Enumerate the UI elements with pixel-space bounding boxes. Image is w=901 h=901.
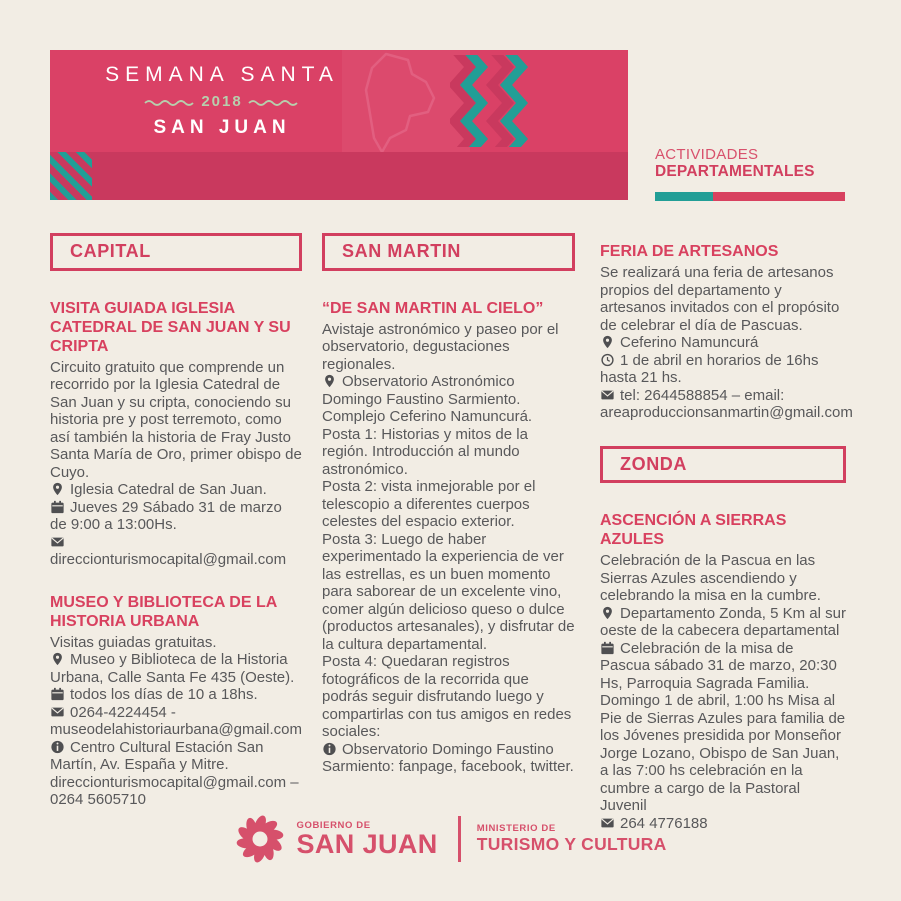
footer bbox=[0, 813, 901, 865]
event-title: MUSEO Y BIBLIOTECA DE LA HISTORIA URBANA bbox=[50, 593, 277, 630]
event-title: VISITA GUIADA IGLESIA CATEDRAL DE SAN JUAN Y SU CRIPTA bbox=[50, 299, 291, 355]
banner-lower-strip bbox=[50, 152, 628, 200]
wave-left-icon bbox=[144, 98, 196, 106]
banner-title: SEMANA SANTA bbox=[105, 63, 339, 86]
calendar-icon bbox=[50, 500, 65, 514]
event-description: Avistaje astronómico y paseo por el observatorio, degustaciones regionales. bbox=[322, 320, 559, 373]
event-title: “DE SAN MARTIN AL CIELO” bbox=[322, 299, 544, 317]
event-posta-1: Posta 1: Historias y mitos de la región. Introducción al mundo astronómico. bbox=[322, 425, 528, 478]
calendar-icon bbox=[600, 641, 615, 655]
ministerio-small-label: MINISTERIO DE bbox=[476, 823, 556, 835]
event-location: Iglesia Catedral de San Juan. bbox=[70, 481, 267, 498]
map-pin-icon bbox=[600, 335, 615, 349]
activities-label-line2: DEPARTAMENTALES bbox=[655, 163, 815, 181]
event-time: 1 de abril en horarios de 16hs hasta 21 hs. bbox=[600, 351, 819, 386]
gobierno-big-label: SAN JUAN bbox=[296, 829, 438, 859]
event-date: todos los días de 10 a 18hs. bbox=[70, 686, 258, 703]
event-info: Observatorio Domingo Faustino Sarmiento: fanpage, facebook, twitter. bbox=[322, 740, 574, 775]
activities-accent-bar-teal bbox=[655, 192, 713, 201]
event-description: Circuito gratuito que comprende un recorrido por la Iglesia Catedral de San Juan y su cripta, conociendo su historia pre y post terremoto, como así también la historia de Fray Justo Santa María de Oro, primer obispo de Cuyo. bbox=[50, 358, 302, 481]
event-visita-guiada bbox=[50, 299, 302, 569]
event-location: Ceferino Namuncurá bbox=[620, 334, 759, 351]
map-pin-icon bbox=[50, 482, 65, 496]
ministerio-big-label: TURISMO Y CULTURA bbox=[476, 834, 667, 855]
event-email: tel: 2644588854 – email: areaproduccionsanmartin@gmail.com bbox=[600, 386, 853, 421]
activities-label-line1: ACTIVIDADES bbox=[655, 146, 759, 163]
dept-box-zonda: ZONDA bbox=[600, 446, 846, 484]
event-email-line bbox=[50, 534, 302, 569]
gobierno-logo-text bbox=[296, 820, 437, 858]
activities-accent-bar bbox=[655, 192, 845, 201]
column-capital bbox=[50, 233, 302, 833]
event-description: Se realizará una feria de artesanos propios del departamento y artesanos invitados con el propósito de celebrar el día de Pascuas. bbox=[600, 264, 840, 334]
calendar-icon bbox=[50, 687, 65, 701]
info-icon bbox=[322, 742, 337, 756]
event-museo-historia-urbana bbox=[50, 593, 302, 809]
event-ascencion-sierras-azules bbox=[600, 511, 846, 832]
map-pin-icon bbox=[322, 374, 337, 388]
clock-icon bbox=[600, 353, 615, 367]
event-posta-3: Posta 3: Luego de haber experimentado la experiencia de ver las estrellas, es un buen momento para saborear de un excelente vino, comer algún delicioso queso o dulce (productos artesanales), y disfrutar de la cultura departamental. bbox=[322, 530, 575, 653]
banner-year-row bbox=[102, 93, 342, 110]
zigzag-ribbons-icon bbox=[450, 55, 562, 147]
envelope-icon bbox=[50, 705, 65, 719]
event-email: 0264-4224454 - museodelahistoriaurbana@gmail.com bbox=[50, 703, 303, 738]
event-posta-2: Posta 2: vista inmejorable por el telescopio a diferentes cuerpos celestes del espacio exterior. bbox=[322, 478, 536, 530]
map-pin-icon bbox=[600, 606, 615, 620]
event-info-line bbox=[50, 739, 302, 809]
event-date: Celebración de la misa de Pascua sábado 31 de marzo, 20:30 Hs, Parroquia Sagrada Familia. Domingo 1 de abril, 1:00 hs Misa al Pie de Sierras Azules para familia de los Jóvenes presidida por Monseñor Jorge Lozano, Obispo de San Juan, a las 7:00 hs celebración en la cumbre a cargo de la Pastoral Juvenil bbox=[600, 639, 846, 814]
map-pin-icon bbox=[50, 652, 65, 666]
ministerio-logo-text bbox=[477, 823, 667, 854]
event-info-line bbox=[322, 741, 575, 776]
event-description: Visitas guiadas gratuitas. bbox=[50, 633, 217, 651]
event-date-line bbox=[50, 499, 302, 534]
event-de-san-martin-al-cielo bbox=[322, 299, 575, 776]
event-location: Departamento Zonda, 5 Km al sur oeste de la cabecera departamental bbox=[600, 604, 846, 639]
envelope-icon bbox=[600, 388, 615, 402]
column-san-martin bbox=[322, 233, 575, 800]
column-right bbox=[600, 233, 853, 856]
dept-box-san-martin: SAN MARTIN bbox=[322, 233, 575, 271]
event-title: ASCENCIÓN A SIERRAS AZULES bbox=[600, 512, 787, 548]
event-email-line bbox=[50, 704, 302, 739]
diagonal-stripes-icon bbox=[50, 152, 92, 200]
event-time-line bbox=[600, 352, 846, 387]
event-location-line bbox=[50, 651, 302, 686]
event-location-line bbox=[600, 605, 846, 640]
event-email-line bbox=[600, 386, 853, 422]
footer-divider bbox=[458, 816, 461, 862]
event-feria-de-artesanos bbox=[600, 242, 853, 422]
info-icon bbox=[50, 740, 65, 754]
envelope-icon bbox=[50, 535, 65, 549]
event-location-line bbox=[50, 481, 302, 499]
event-title: FERIA DE ARTESANOS bbox=[600, 243, 779, 260]
event-location-line bbox=[322, 373, 575, 426]
header-banner bbox=[50, 50, 628, 200]
event-posta-4: Posta 4: Quedaran registros fotográficos de la recorrida que podrás seguir disfrutando luego y compartirlas con tus amigos en redes sociales: bbox=[322, 653, 572, 740]
activities-label bbox=[655, 146, 815, 181]
event-email: 264 4776188 bbox=[620, 814, 708, 832]
event-description: Celebración de la Pascua en las Sierras Azules ascendiendo y celebrando la misa en la cumbre. bbox=[600, 552, 821, 604]
event-location-line bbox=[600, 334, 846, 352]
event-email: direccionturismocapital@gmail.com bbox=[50, 551, 287, 568]
gobierno-small-label: GOBIERNO DE bbox=[296, 820, 371, 831]
event-date-line bbox=[600, 640, 846, 815]
banner-text bbox=[102, 63, 342, 139]
event-info: Centro Cultural Estación San Martín, Av. España y Mitre. direccionturismocapital@gmail.com – 0264 5605710 bbox=[50, 738, 299, 808]
event-date: Jueves 29 Sábado 31 de marzo de 9:00 a 13:00Hs. bbox=[50, 498, 282, 533]
event-location: Museo y Biblioteca de la Historia Urbana, Calle Santa Fe 435 (Oeste). bbox=[50, 651, 295, 686]
wave-right-icon bbox=[248, 98, 300, 106]
dept-box-capital: CAPITAL bbox=[50, 233, 302, 271]
event-date-line bbox=[50, 686, 302, 704]
pinwheel-logo-icon bbox=[234, 813, 286, 865]
banner-year: 2018 bbox=[201, 93, 243, 110]
banner-region: SAN JUAN bbox=[153, 117, 291, 138]
event-location: Observatorio Astronómico Domingo Faustino Sarmiento. Complejo Ceferino Namuncurá. bbox=[322, 373, 533, 425]
